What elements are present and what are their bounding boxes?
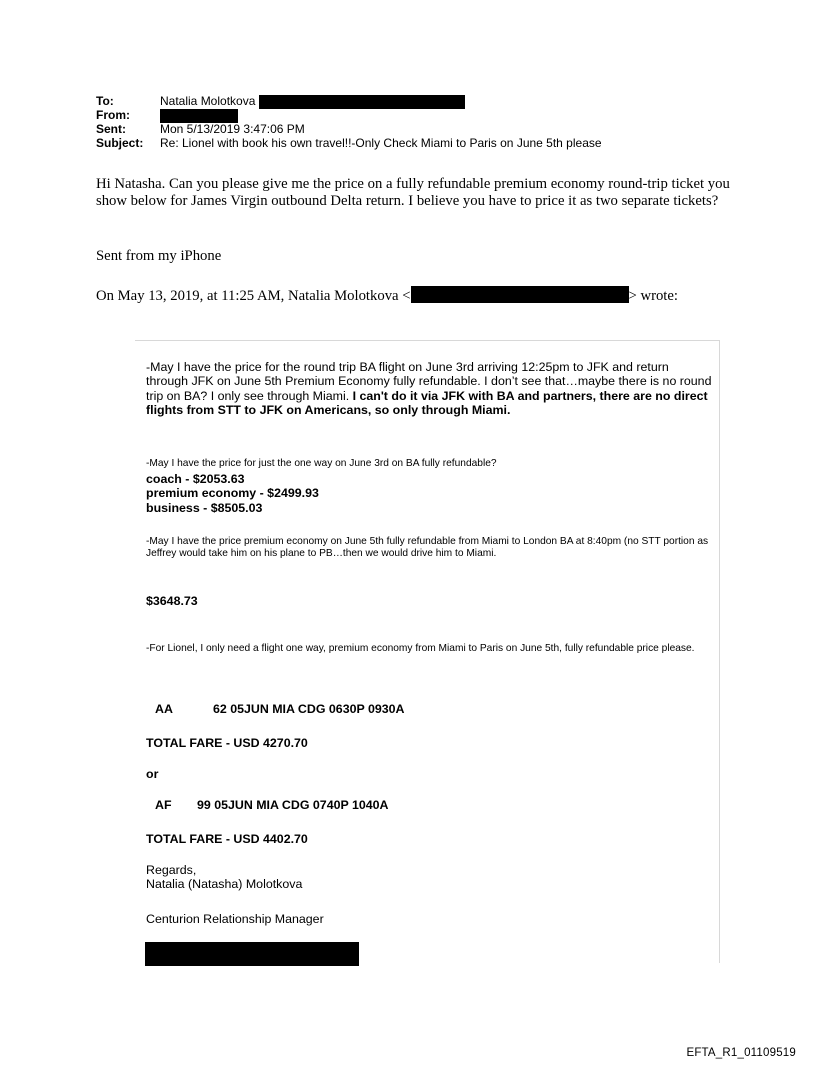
redaction-email [411, 286, 629, 303]
flight-2 [155, 798, 388, 812]
q3-answer: $3648.73 [146, 594, 198, 608]
flight-1-airline: AA [155, 702, 173, 716]
attribution-suffix: > wrote: [628, 288, 678, 304]
subject-row [96, 137, 602, 151]
subject-value: Re: Lionel with book his own travel!!-Only Check Miami to Paris on June 5th please [160, 135, 602, 150]
quoted-q4: -For Lionel, I only need a flight one way, premium economy from Miami to Paris on June 5th, fully refundable price please. [146, 643, 695, 654]
total-fare-2: TOTAL FARE - USD 4402.70 [146, 832, 308, 846]
q1-answer: I can't do it via JFK with BA and partners, there are no direct flights from STT to JFK on Americans, so only through Miami. [146, 388, 708, 418]
total-fare-1: TOTAL FARE - USD 4270.70 [146, 736, 308, 750]
signature-title: Centurion Relationship Manager [146, 912, 324, 926]
document-id: EFTA_R1_01109519 [686, 1047, 796, 1059]
redaction-signature-contact [145, 942, 359, 966]
quoted-q2: -May I have the price for just the one way on June 3rd on BA fully refundable? [146, 458, 497, 469]
from-label: From: [96, 108, 130, 122]
redaction-from [160, 109, 238, 123]
signature-block [146, 863, 302, 892]
sent-value: Mon 5/13/2019 3:47:06 PM [160, 122, 305, 136]
to-row [96, 95, 602, 109]
sent-from-line: Sent from my iPhone [96, 248, 222, 264]
from-row [96, 109, 602, 123]
email-header [96, 95, 602, 150]
sent-label: Sent: [96, 122, 126, 136]
to-label: To: [96, 94, 114, 108]
premium-economy-price: premium economy - $2499.93 [146, 486, 319, 501]
quoted-q1 [146, 360, 712, 418]
subject-label: Subject: [96, 135, 144, 150]
q1-text: -May I have the price for the round trip BA flight on June 3rd arriving 12:25pm to JFK and return through JFK on June 5th Premium Economy fully refundable. I don’t see that…maybe there is no round trip on BA? I only see through Miami. [146, 360, 712, 403]
q2-answers [146, 472, 319, 515]
redaction-to-email [259, 95, 465, 109]
flight-1 [155, 702, 404, 716]
regards: Regards, [146, 863, 197, 877]
attribution-prefix: On May 13, 2019, at 11:25 AM, Natalia Molotkova < [96, 288, 411, 304]
coach-price: coach - $2053.63 [146, 472, 245, 486]
flight-1-details: 62 05JUN MIA CDG 0630P 0930A [213, 702, 405, 716]
quote-attribution [96, 286, 736, 305]
quoted-q3: -May I have the price premium economy on June 5th fully refundable from Miami to London BA at 8:40pm (no STT portion as Jeffrey would take him on his plane to PB…then we would drive him to Miami. [146, 536, 709, 560]
sent-row [96, 123, 602, 137]
or-separator: or [146, 767, 159, 781]
to-value: Natalia Molotkova [160, 94, 256, 108]
business-price: business - $8505.03 [146, 500, 263, 515]
reply-intro: Hi Natasha. Can you please give me the price on a fully refundable premium economy round-trip ticket you show below for James Virgin outbound Delta return. I believe you have to price it as two separate tickets? [96, 176, 730, 209]
flight-2-airline: AF [155, 798, 172, 812]
signature-name: Natalia (Natasha) Molotkova [146, 877, 303, 892]
flight-2-details: 99 05JUN MIA CDG 0740P 1040A [197, 798, 389, 812]
